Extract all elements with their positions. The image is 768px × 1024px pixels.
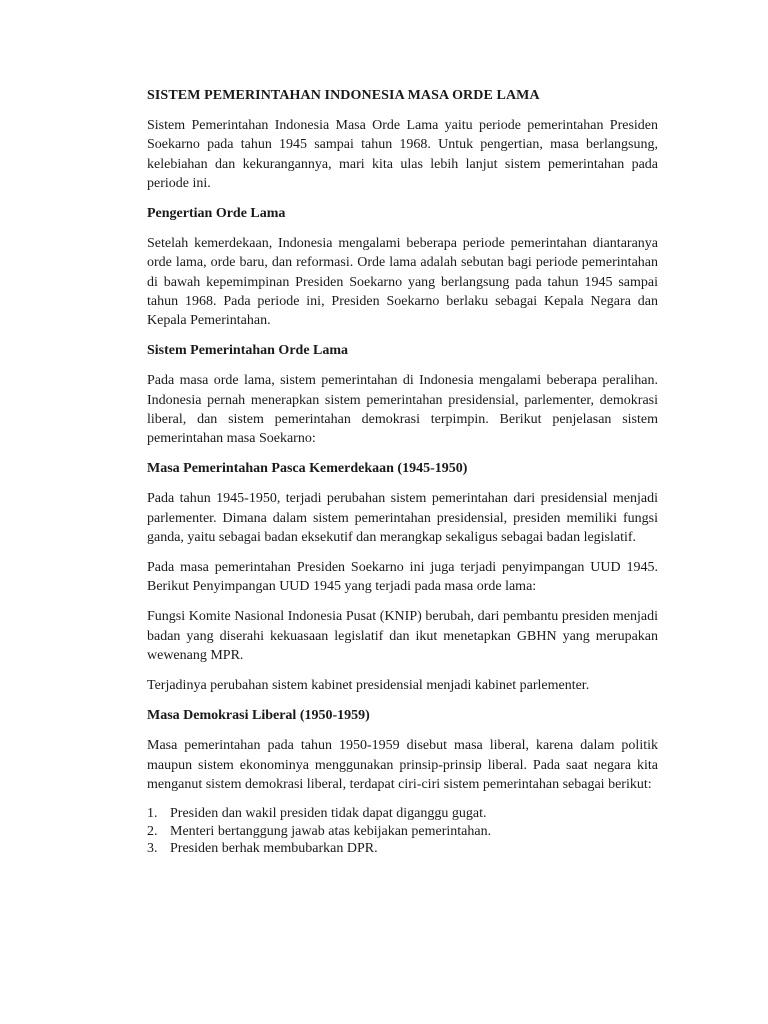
paragraph: Fungsi Komite Nasional Indonesia Pusat (KNIP) berubah, dari pembantu presiden menjadi badan yang diserahi kekuasaan legislatif dan ikut menetapkan GBHN yang merupakan wewenang MPR. — [147, 609, 658, 663]
section-heading-demokrasi-liberal: Masa Demokrasi Liberal (1950-1959) — [147, 708, 370, 724]
document-title: SISTEM PEMERINTAHAN INDONESIA MASA ORDE LAMA — [147, 88, 540, 103]
list-number: 1. — [147, 806, 158, 822]
paragraph: Pada masa pemerintahan Presiden Soekarno ini juga terjadi penyimpangan UUD 1945. Berikut Penyimpangan UUD 1945 yang terjadi pada masa orde lama: — [147, 560, 658, 595]
list-item — [147, 823, 658, 841]
list-item — [147, 805, 658, 823]
paragraph: Setelah kemerdekaan, Indonesia mengalami beberapa periode pemerintahan diantaranya orde lama, orde baru, dan reformasi. Orde lama adalah sebutan bagi periode pemerintahan di bawah kepemimpinan Presiden Soekarno yang berlangsung pada tahun 1945 sampai tahun 1968. Pada periode ini, Presiden Soekarno berlaku sebagai Kepala Negara dan Kepala Pemerintahan. — [147, 236, 658, 329]
paragraph: Pada tahun 1945-1950, terjadi perubahan sistem pemerintahan dari presidensial menjadi parlementer. Dimana dalam sistem pemerintahan presidensial, presiden memiliki fungsi ganda, yaitu sebagai badan eksekutif dan merangkap sekaligus sebagai badan legislatif. — [147, 491, 658, 545]
numbered-list — [147, 805, 658, 858]
paragraph: Masa pemerintahan pada tahun 1950-1959 disebut masa liberal, karena dalam politik maupun sistem ekonominya menggunakan prinsip-prinsip liberal. Pada saat negara kita menganut sistem demokrasi liberal, terdapat ciri-ciri sistem pemerintahan sebagai berikut: — [147, 738, 658, 792]
section-heading-sistem: Sistem Pemerintahan Orde Lama — [147, 343, 349, 359]
list-item-text: Menteri bertanggung jawab atas kebijakan pemerintahan. — [170, 823, 492, 839]
section-heading-pasca-kemerdekaan: Masa Pemerintahan Pasca Kemerdekaan (1945-1950) — [147, 461, 468, 477]
list-item-text: Presiden berhak membubarkan DPR. — [170, 841, 378, 857]
paragraph: Pada masa orde lama, sistem pemerintahan di Indonesia mengalami beberapa peralihan. Indonesia pernah menerapkan sistem pemerintahan presidensial, parlementer, demokrasi liberal, dan sistem pemerintahan demokrasi terpimpin. Berikut penjelasan sistem pemerintahan masa Soekarno: — [147, 373, 658, 447]
list-number: 3. — [147, 841, 158, 857]
paragraph: Terjadinya perubahan sistem kabinet presidensial menjadi kabinet parlementer. — [147, 678, 590, 694]
intro-paragraph: Sistem Pemerintahan Indonesia Masa Orde Lama yaitu periode pemerintahan Presiden Soekarno pada tahun 1945 sampai tahun 1968. Untuk pengertian, masa berlangsung, kelebiahan dan kekurangannya, mari kita ulas lebih lanjut sistem pemerintahan pada periode ini. — [147, 118, 658, 191]
document-page — [147, 86, 658, 858]
section-heading-pengertian: Pengertian Orde Lama — [147, 206, 286, 222]
list-item-text: Presiden dan wakil presiden tidak dapat diganggu gugat. — [170, 806, 487, 822]
list-item — [147, 840, 658, 858]
list-number: 2. — [147, 823, 158, 839]
